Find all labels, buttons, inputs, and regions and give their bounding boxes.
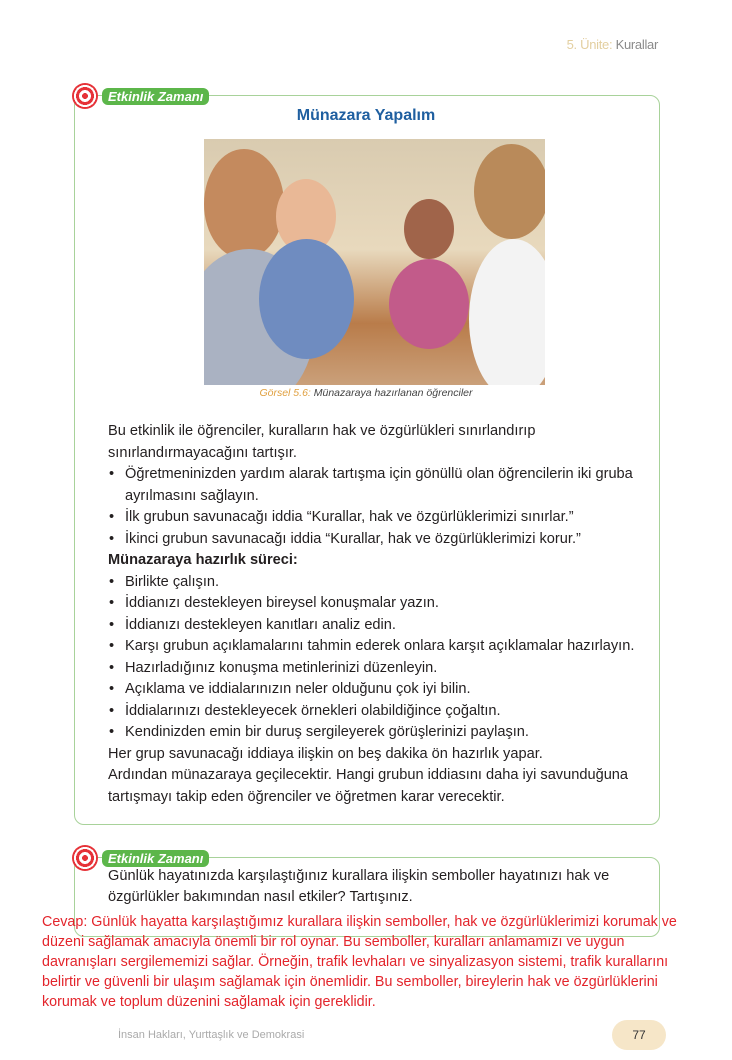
answer-text: Cevap: Günlük hayatta karşılaştığımız kurallara ilişkin semboller, hak ve özgürlüklerimizi korumak ve düzeni sağlamak amacıyla önemli bir rol oynar. Bu semboller, kuralları anlamamızı ve uygun davranışları sergilememizi sağlar. Örneğin, trafik levhaları ve sinyalizasyon sistemi, trafik kurallarını belirtir ve güvenli bir ulaşım sağlamak için önemlidir. Bu semboller, bireylerin hak ve özgürlüklerini korumak ve toplum düzenini sağlamak için gereklidir. xyxy=(42,914,677,1010)
photo-caption: Görsel 5.6: Münazaraya hazırlanan öğrenciler xyxy=(259,387,473,399)
page-footer xyxy=(42,1020,692,1060)
activity-badge-2: Etkinlik Zamanı xyxy=(72,845,209,871)
students-photo xyxy=(204,139,545,385)
activity-question: Günlük hayatınızda karşılaştığınız kurallara ilişkin semboller hayatınızı hak ve özgürlükler bakımından nasıl etkiler? Tartışınız. xyxy=(108,868,610,905)
book-title-footer: İnsan Hakları, Yurttaşlık ve Demokrasi xyxy=(118,1029,305,1041)
activity-title: Münazara Yapalım xyxy=(296,107,436,124)
target-icon xyxy=(72,83,98,109)
page-number: 77 xyxy=(612,1020,666,1050)
activity-badge-1: Etkinlik Zamanı xyxy=(72,83,209,109)
activity-body: Bu etkinlik ile öğrenciler, kuralların hak ve özgürlükleri sınırlandırıp sınırlandırmayacağını tartışır. • Öğretmeninizden yardım alarak tartışma için gönüllü olan öğrencilerin iki gruba ayrılmasını sağlayın. • İlk grubun savunacağı iddia “Kurallar, hak ve özgürlüklerimizi sınırlar.” • İkinci grubun savunacağı iddia “Kurallar, hak ve özgürlüklerimizi korur.” Münazaraya hazırlık süreci: • Birlikte çalışın. • İddianızı destekleyen bireysel konuşmalar yazın. • İddianızı destekleyen kanıtları analiz edin. • Karşı grubun açıklamalarını tahmin ederek onlara karşıt açıklamalar hazırlayın. • Hazırladığınız konuşma metinlerinizi düzenleyin. • Açıklama ve iddialarınızın neler olduğunu çok iyi bilin. • İddialarınızı destekleyecek örnekleri olabildiğince çoğaltın. • Kendinizden emin bir duruş sergileyerek görüşlerinizi paylaşın. Her grup savunacağı iddiaya ilişkin on beş dakika ön hazırlık yapar. Ardından münazaraya geçilecektir. Hangi grubun iddiasını daha iyi savunduğuna tartışmayı takip eden öğrenciler ve öğretmen karar verecektir. xyxy=(108,421,648,808)
unit-header: 5. Ünite: Kurallar xyxy=(566,37,658,52)
answer-and-footer xyxy=(42,912,692,1060)
target-icon xyxy=(72,845,98,871)
